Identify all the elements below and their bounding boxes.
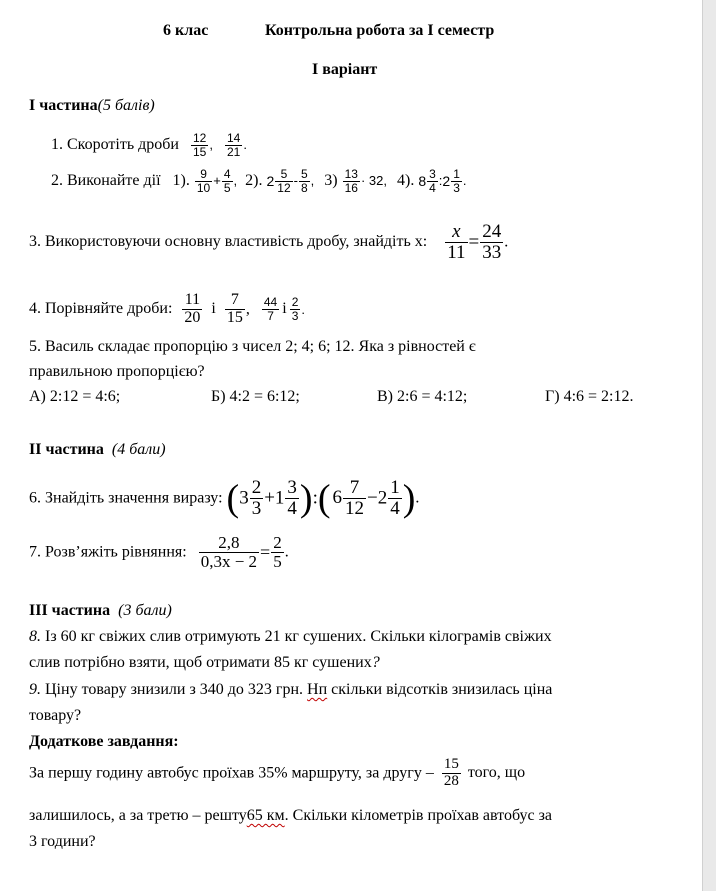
task6-text: 6. Знайдіть значення виразу: <box>29 489 223 507</box>
task5-line1: 5. Василь складає пропорцію з чисел 2; 4; 6; 12. Яка з рівностей є <box>29 338 476 355</box>
fraction: $\frac{24}{33}$ <box>482 221 502 263</box>
spelling-error-mark: 65 км <box>246 807 285 824</box>
task-3: 3. Використовуючи основну властивість дробу, знайдіть х: $\frac{x}{11}$ = $\frac{24}{33}$ . <box>29 221 509 263</box>
part2-title: ІІ частина <box>29 441 104 458</box>
fraction: $\frac{2}{3}$ <box>291 295 299 323</box>
variant-label: І варіант <box>312 61 378 78</box>
task9-line2: товару? <box>29 707 82 724</box>
task-4: 4. Порівняйте дроби: $\frac{11}{20}$ і $\frac{7}{15}$ , $\frac{44}{7}$ і $\frac{2}{3}$ . <box>29 291 305 326</box>
part3-points: (3 бали) <box>118 602 172 619</box>
task2-text: 2. Виконайте дії <box>51 171 161 189</box>
fraction: $\frac{11}{20}$ <box>184 291 201 326</box>
task5-option-d: Г) 4:6 = 2:12. <box>545 388 634 405</box>
task5-option-c: В) 2:6 = 4:12; <box>377 388 468 405</box>
test-title: Контрольна робота за І семестр <box>265 22 495 39</box>
part3-heading <box>29 602 172 620</box>
fraction: $\frac{5}{8}$ <box>300 167 308 195</box>
part1-heading <box>29 97 155 115</box>
fraction: $\frac{x}{11}$ <box>447 221 466 263</box>
task5-option-b: Б) 4:2 = 6:12; <box>211 388 300 405</box>
fraction: $\frac{2}{3}$ <box>251 477 262 519</box>
task-6: 6. Знайдіть значення виразу: (3 $\frac{2}{3}$ +1 $\frac{3}{4}$ ):( 6 $\frac{7}{12}$ −2 $\frac{1}{4}$ ). <box>29 477 420 520</box>
task1-text: 1. Скоротіть дроби <box>51 135 179 153</box>
extra-line1: За першу годину автобус проїхав 35% маршруту, за другу – $\frac{15}{28}$ того, що <box>29 756 526 789</box>
part1-points: (5 балів) <box>97 97 155 114</box>
extra-line2: залишилось, а за третю – решту65 км. Скільки кілометрів проїхав автобус за <box>29 807 553 824</box>
fraction: $\frac{4}{5}$ <box>223 167 231 195</box>
task7-text: 7. Розв’яжіть рівняння: <box>29 543 187 561</box>
task-7: 7. Розв’яжіть рівняння: $\frac{2,8}{0,3x - 2}$ = $\frac{2}{5}$ . <box>29 533 289 571</box>
task-2: 2. Виконайте дії 1). $\frac{9}{10}$ + $\frac{4}{5}$ , 2). 2 $\frac{5}{12}$ - $\frac{5}{8}$ , 3) $\frac{13}{16}$ · 32, 4). 8 $\frac{3}{4}$ :2 $\frac{1}{3}$ . <box>51 167 467 195</box>
fraction: $\frac{12}{15}$ <box>193 131 207 159</box>
fraction: $\frac{7}{15}$ <box>226 291 243 326</box>
extra-line3: 3 години? <box>29 833 96 850</box>
fraction: $\frac{2,8}{0,3x - 2}$ <box>200 533 258 571</box>
fraction: $\frac{7}{12}$ <box>345 477 364 519</box>
fraction: $\frac{1}{3}$ <box>453 167 460 195</box>
spelling-error-mark: Нп <box>307 681 328 698</box>
part3-title: ІІІ частина <box>29 602 111 619</box>
fraction: $\frac{14}{21}$ <box>226 131 241 159</box>
fraction: $\frac{2}{5}$ <box>273 533 282 571</box>
part1-title: І частина <box>29 97 98 114</box>
part2-points: (4 бали) <box>111 441 166 458</box>
task4-text: 4. Порівняйте дроби: <box>29 300 173 318</box>
fraction: $\frac{3}{4}$ <box>287 477 297 519</box>
task5-line2: правильною пропорцією? <box>29 363 205 380</box>
task5-option-a: А) 2:12 = 4:6; <box>29 388 121 405</box>
task3-text: 3. Використовуючи основну властивість дробу, знайдіть х: <box>29 233 428 251</box>
part2-heading <box>29 441 166 459</box>
window-edge <box>702 0 716 891</box>
fraction: $\frac{9}{10}$ <box>196 167 211 195</box>
fraction: $\frac{1}{4}$ <box>390 477 400 519</box>
fraction: $\frac{3}{4}$ <box>429 167 436 195</box>
extra-heading: Додаткове завдання: <box>29 733 179 750</box>
task8-line1: 8. Із 60 кг свіжих слив отримують 21 кг сушених. Скільки кілограмів свіжих <box>29 628 552 645</box>
fraction: $\frac{44}{7}$ <box>263 295 278 323</box>
task-1: 1. Скоротіть дроби $\frac{12}{15}$ , $\frac{14}{21}$ . <box>51 131 247 159</box>
grade-label: 6 клас <box>163 22 209 39</box>
fraction: $\frac{13}{16}$ <box>344 167 358 195</box>
fraction: $\frac{5}{12}$ <box>277 167 291 195</box>
fraction: $\frac{15}{28}$ <box>443 756 459 789</box>
task8-line2: слив потрібно взяти, щоб отримати 85 кг сушених? <box>29 654 380 671</box>
task9-line1: 9. Ціну товару знизили з 340 до 323 грн. Нп скільки відсотків знизилась ціна <box>29 681 553 698</box>
